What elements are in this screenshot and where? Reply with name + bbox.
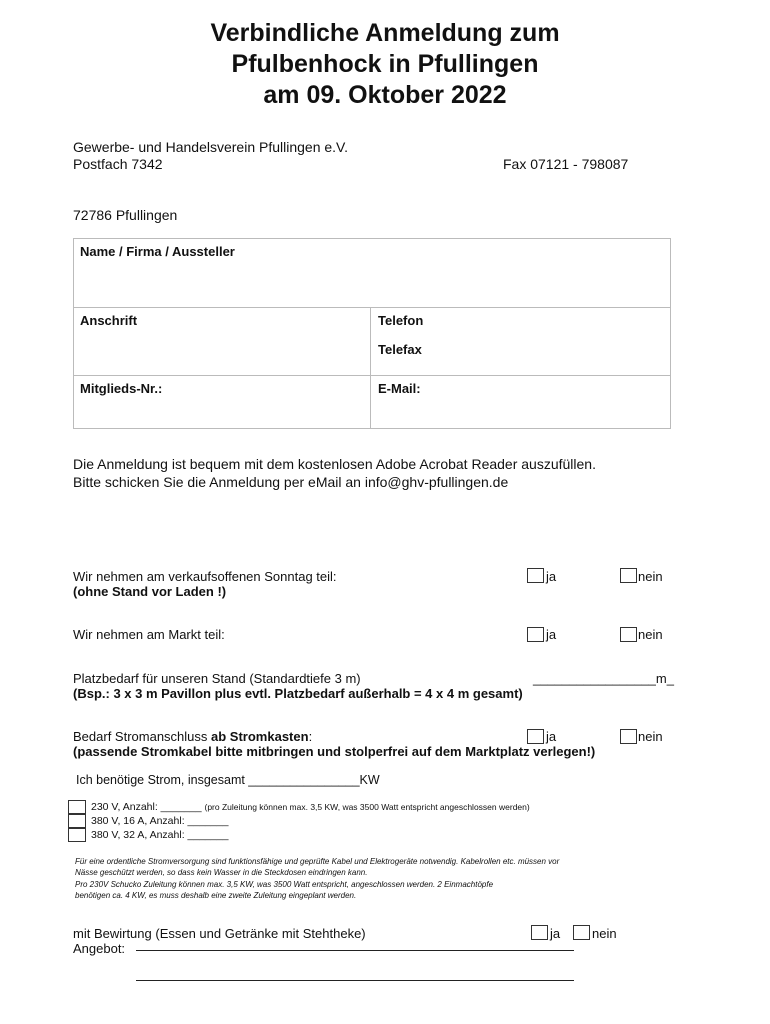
strom-nein-checkbox[interactable] [620,729,637,744]
bewirtung-ja-checkbox[interactable] [531,925,548,940]
bewirtung-nein-label: nein [592,926,617,941]
markt-question: Wir nehmen am Markt teil: [73,627,225,642]
markt-nein-label: nein [638,627,663,642]
fine-print-2: Nässe geschützt werden, so dass kein Wasser in die Steckdosen eindringen kann. [75,868,368,877]
organization-name: Gewerbe- und Handelsverein Pfullingen e.V. [73,139,348,155]
sonntag-ja-label: ja [546,569,557,584]
strom-ja-checkbox[interactable] [527,729,544,744]
strom-230v-text: 230 V, Anzahl: _______ [91,801,202,813]
mitglied-label: Mitglieds-Nr.: [80,381,163,396]
anschrift-label: Anschrift [80,313,138,328]
fax-number: Fax 07121 - 798087 [503,156,629,172]
markt-ja-label: ja [546,627,557,642]
strom-380v-16a-checkbox[interactable] [68,814,86,828]
strom-question [73,729,312,744]
strom-380v-32a-checkbox[interactable] [68,828,86,842]
angebot-label: Angebot: [73,941,126,956]
anschrift-field[interactable] [80,329,365,373]
strom-380v-32a-label: 380 V, 32 A, Anzahl: _______ [91,829,229,841]
info-line-1: Die Anmeldung ist bequem mit dem kostenlosen Adobe Acrobat Reader auszufüllen. [73,456,596,472]
sonntag-note: (ohne Stand vor Laden !) [73,584,227,599]
fine-print-4: benötigen ca. 4 KW, es muss deshalb eine zweite Zuleitung eingeplant werden. [75,891,357,900]
column-divider [370,307,371,429]
page-title [0,18,770,111]
strom-total-field[interactable]: Ich benötige Strom, insgesamt ________________KW [76,773,380,787]
telefax-label: Telefax [378,342,422,357]
angebot-line-1[interactable] [136,950,574,951]
strom-230v-label [91,801,530,813]
strom-question-suffix: : [308,729,313,744]
email-label: E-Mail: [378,381,421,396]
strom-question-bold: ab Stromkasten [211,729,309,744]
title-line-2: Pfulbenhock in Pfullingen [231,50,539,78]
markt-nein-checkbox[interactable] [620,627,637,642]
fine-print-3: Pro 230V Schucko Zuleitung können max. 3,5 KW, was 3500 Watt entspricht, angeschlossen werden. 2 Einmachtöpfe [75,880,494,889]
strom-question-prefix: Bedarf Stromanschluss [73,729,212,744]
info-line-2: Bitte schicken Sie die Anmeldung per eMail an info@ghv-pfullingen.de [73,474,509,490]
row-divider [74,375,670,376]
strom-ja-label: ja [546,729,557,744]
bewirtung-question: mit Bewirtung (Essen und Getränke mit Stehtheke) [73,926,366,941]
strom-230v-note: (pro Zuleitung können max. 3,5 KW, was 3500 Watt entspricht angeschlossen werden) [204,802,530,812]
platzbedarf-field[interactable]: _________________m_ [533,671,674,686]
title-line-3: am 09. Oktober 2022 [263,81,507,109]
platzbedarf-note: (Bsp.: 3 x 3 m Pavillon plus evtl. Platzbedarf außerhalb = 4 x 4 m gesamt) [73,686,523,701]
angebot-line-2[interactable] [136,980,574,981]
name-field[interactable] [80,261,665,305]
sonntag-ja-checkbox[interactable] [527,568,544,583]
title-line-1: Verbindliche Anmeldung zum [210,19,560,47]
postfach: Postfach 7342 [73,156,163,172]
email-field[interactable] [378,397,664,425]
row-divider [74,307,670,308]
platzbedarf-question: Platzbedarf für unseren Stand (Standardtiefe 3 m) [73,671,361,686]
name-label: Name / Firma / Aussteller [80,244,235,259]
sonntag-question: Wir nehmen am verkaufsoffenen Sonntag teil: [73,569,337,584]
bewirtung-ja-label: ja [550,926,561,941]
fine-print-1: Für eine ordentliche Stromversorgung sind funktionsfähige und geprüfte Kabel und Elektrogeräte notwendig. Kabelrollen etc. müssen vor [75,857,560,866]
city: 72786 Pfullingen [73,207,178,223]
strom-380v-16a-label: 380 V, 16 A, Anzahl: _______ [91,815,229,827]
markt-ja-checkbox[interactable] [527,627,544,642]
bewirtung-nein-checkbox[interactable] [573,925,590,940]
mitglied-field[interactable] [80,397,365,425]
sonntag-nein-checkbox[interactable] [620,568,637,583]
registration-form-table [73,238,671,429]
strom-230v-checkbox[interactable] [68,800,86,814]
strom-nein-label: nein [638,729,663,744]
sonntag-nein-label: nein [638,569,663,584]
telefon-label: Telefon [378,313,424,328]
strom-note: (passende Stromkabel bitte mitbringen und stolperfrei auf dem Marktplatz verlegen!) [73,744,596,759]
